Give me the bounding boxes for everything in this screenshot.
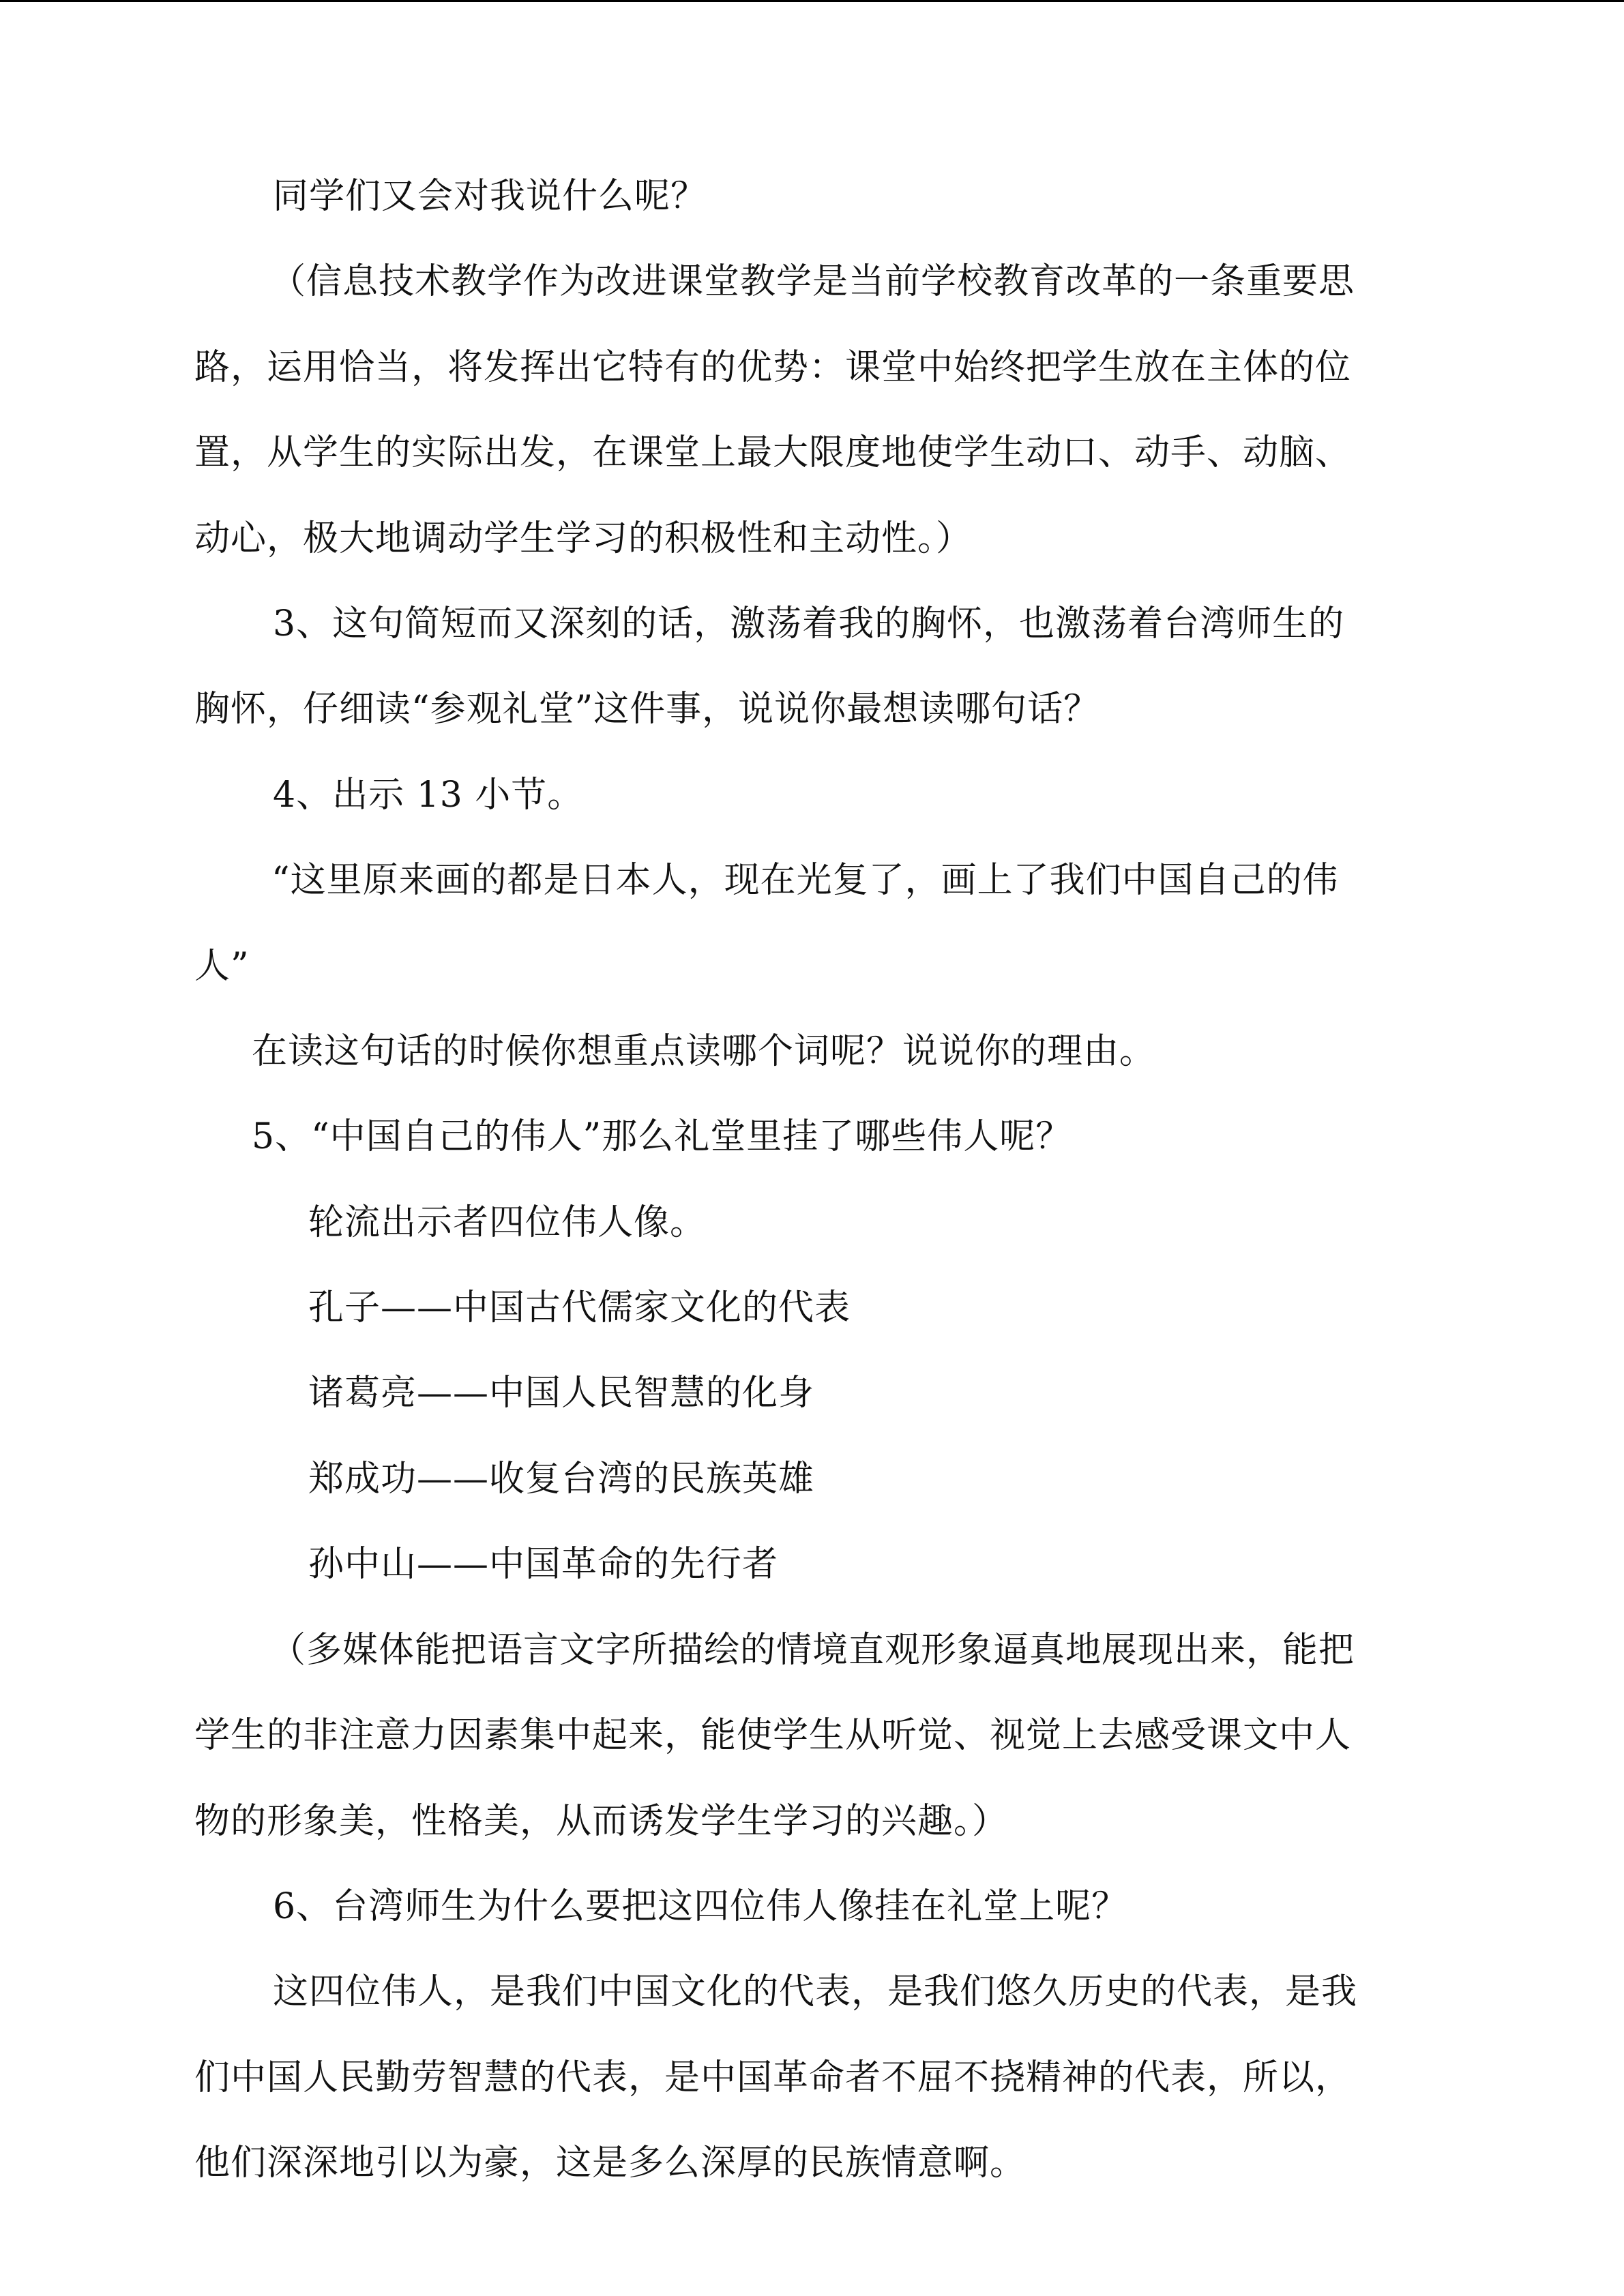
text-line: （信息技术教学作为改进课堂教学是当前学校教育改革的一条重要思	[270, 261, 1355, 302]
text-line: 孔子——中国古代儒家文化的代表	[308, 1287, 851, 1328]
text-line: 动心，极大地调动学生学习的积极性和主动性。）	[194, 518, 973, 559]
text-line: 置，从学生的实际出发，在课堂上最大限度地使学生动口、动手、动脑、	[194, 432, 1352, 473]
text-line: 在读这句话的时候你想重点读哪个词呢？说说你的理由。	[252, 1031, 1156, 1072]
text-line: 这四位伟人，是我们中国文化的代表，是我们悠久历史的代表，是我	[273, 1971, 1358, 2012]
text-line: 路，运用恰当，将发挥出它特有的优势：课堂中始终把学生放在主体的位	[194, 347, 1352, 388]
text-line: “这里原来画的都是日本人，现在光复了，画上了我们中国自己的伟	[271, 860, 1339, 901]
text-line: 5、“中国自己的伟人”那么礼堂里挂了哪些伟人呢？	[252, 1116, 1072, 1157]
text-line: （多媒体能把语言文字所描绘的情境直观形象逼真地展现出来，能把	[270, 1630, 1355, 1671]
text-line: 物的形象美，性格美，从而诱发学生学习的兴趣。）	[194, 1801, 1009, 1842]
text-line: 3、这句简短而又深刻的话，激荡着我的胸怀，也激荡着台湾师生的	[273, 603, 1345, 644]
text-line: 轮流出示者四位伟人像。	[308, 1202, 707, 1243]
text-line: 胸怀，仔细读“参观礼堂”这件事，说说你最想读哪句话？	[194, 689, 1100, 730]
text-line: 郑成功——收复台湾的民族英雄	[308, 1459, 815, 1500]
text-line: 同学们又会对我说什么呢？	[273, 176, 707, 217]
text-line: 4、出示 13 小节。	[273, 775, 584, 816]
text-line: 诸葛亮——中国人民智慧的化身	[308, 1373, 815, 1414]
text-line: 们中国人民勤劳智慧的代表，是中国革命者不屈不挠精神的代表，所以，	[194, 2057, 1352, 2098]
text-line: 他们深深地引以为豪，这是多么深厚的民族情意啊。	[194, 2143, 1027, 2183]
text-line: 6、台湾师生为什么要把这四位伟人像挂在礼堂上呢？	[273, 1886, 1128, 1927]
text-line: 人”	[194, 946, 250, 987]
text-line: 学生的非注意力因素集中起来，能使学生从听觉、视觉上去感受课文中人	[194, 1715, 1352, 1756]
text-line: 孙中山——中国革命的先行者	[308, 1544, 779, 1585]
